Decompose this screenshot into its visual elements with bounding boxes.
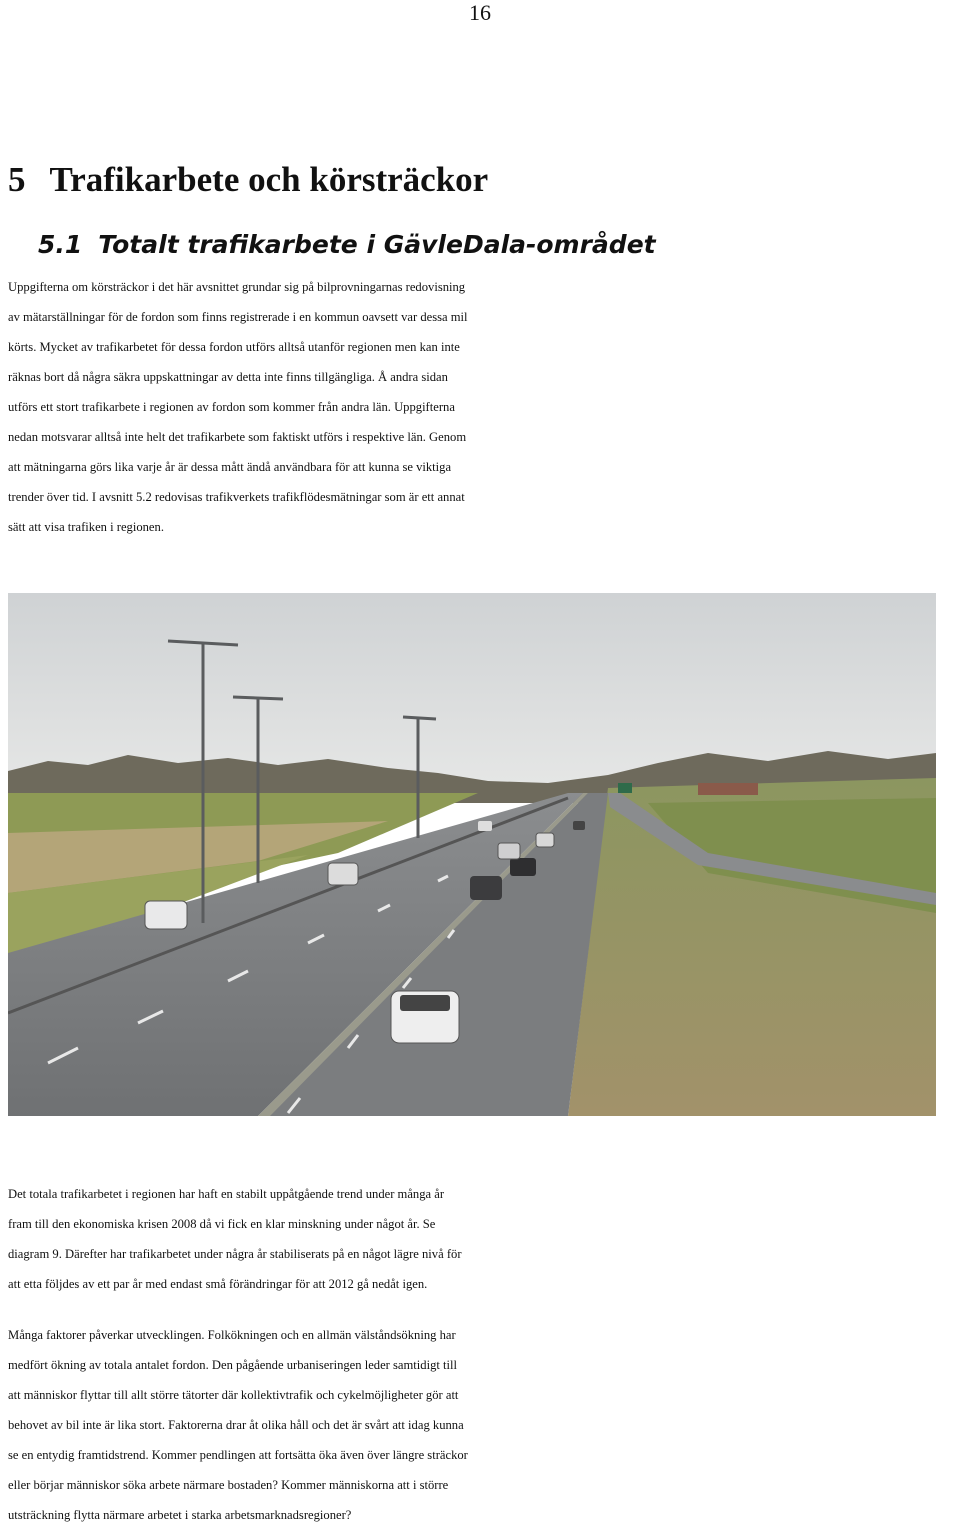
- text-line: utförs ett stort trafikarbete i regionen av fordon som kommer från andra län. Uppgifterna: [8, 400, 455, 414]
- text-line: Uppgifterna om körsträckor i det här avsnittet grundar sig på bilprovningarnas redovisning: [8, 280, 466, 294]
- page-number: 16: [469, 0, 491, 25]
- section-number: 5: [8, 160, 26, 199]
- text-line: eller börjar människor söka arbete närmare bostaden? Kommer människorna att i större: [8, 1478, 449, 1492]
- text-line: av mätarställningar för de fordon som finns registrerade i en kommun oavsett var dessa mil: [8, 310, 468, 324]
- text-line: behovet av bil inte är lika stort. Faktorerna drar åt olika håll och det är svårt att idag kunna: [8, 1418, 464, 1432]
- highway-photo: [8, 593, 936, 1116]
- section-heading: [8, 158, 488, 202]
- subsection-heading: [38, 228, 656, 262]
- text-line: nedan motsvarar alltså inte helt det trafikarbete som faktiskt utförs i respektive län. Genom: [8, 430, 467, 444]
- subsection-number: 5.1: [38, 230, 83, 259]
- text-line: diagram 9. Därefter har trafikarbetet under några år stabiliserats på en något lägre nivå för: [8, 1247, 462, 1261]
- intro-paragraph: [8, 272, 960, 542]
- text-line: körts. Mycket av trafikarbetet för dessa fordon utförs alltså utanför regionen men kan inte: [8, 340, 460, 354]
- subsection-title: Totalt trafikarbete i GävleDala-området: [98, 230, 656, 259]
- body-paragraph: [8, 1179, 960, 1299]
- text-line: att människor flyttar till allt större tätorter där kollektivtrafik och cykelmöjligheter gör att: [8, 1388, 459, 1402]
- body-paragraph: [8, 1320, 960, 1530]
- text-line: sätt att visa trafiken i regionen.: [8, 520, 164, 534]
- section-title: Trafikarbete och körsträckor: [49, 160, 489, 199]
- text-line: utsträckning flytta närmare arbetet i starka arbetsmarknadsregioner?: [8, 1508, 352, 1522]
- text-line: se en entydig framtidstrend. Kommer pendlingen att fortsätta öka även över längre sträckor: [8, 1448, 468, 1462]
- text-line: att mätningarna görs lika varje år är dessa mått ändå användbara för att kunna se viktiga: [8, 460, 452, 474]
- text-line: medfört ökning av totala antalet fordon. Den pågående urbaniseringen leder samtidigt till: [8, 1358, 458, 1372]
- text-line: Det totala trafikarbetet i regionen har haft en stabilt uppåtgående trend under många år: [8, 1187, 445, 1201]
- text-line: att etta följdes av ett par år med endast små förändringar för att 2012 gå nedåt igen.: [8, 1277, 428, 1291]
- text-line: trender över tid. I avsnitt 5.2 redovisas trafikverkets trafikflödesmätningar som är ett annat: [8, 490, 465, 504]
- text-line: Många faktorer påverkar utvecklingen. Folkökningen och en allmän välståndsökning har: [8, 1328, 456, 1342]
- text-line: fram till den ekonomiska krisen 2008 då vi fick en klar minskning under något år. Se: [8, 1217, 436, 1231]
- text-line: räknas bort då några säkra uppskattningar av detta inte finns tillgängliga. Å andra sidan: [8, 370, 448, 384]
